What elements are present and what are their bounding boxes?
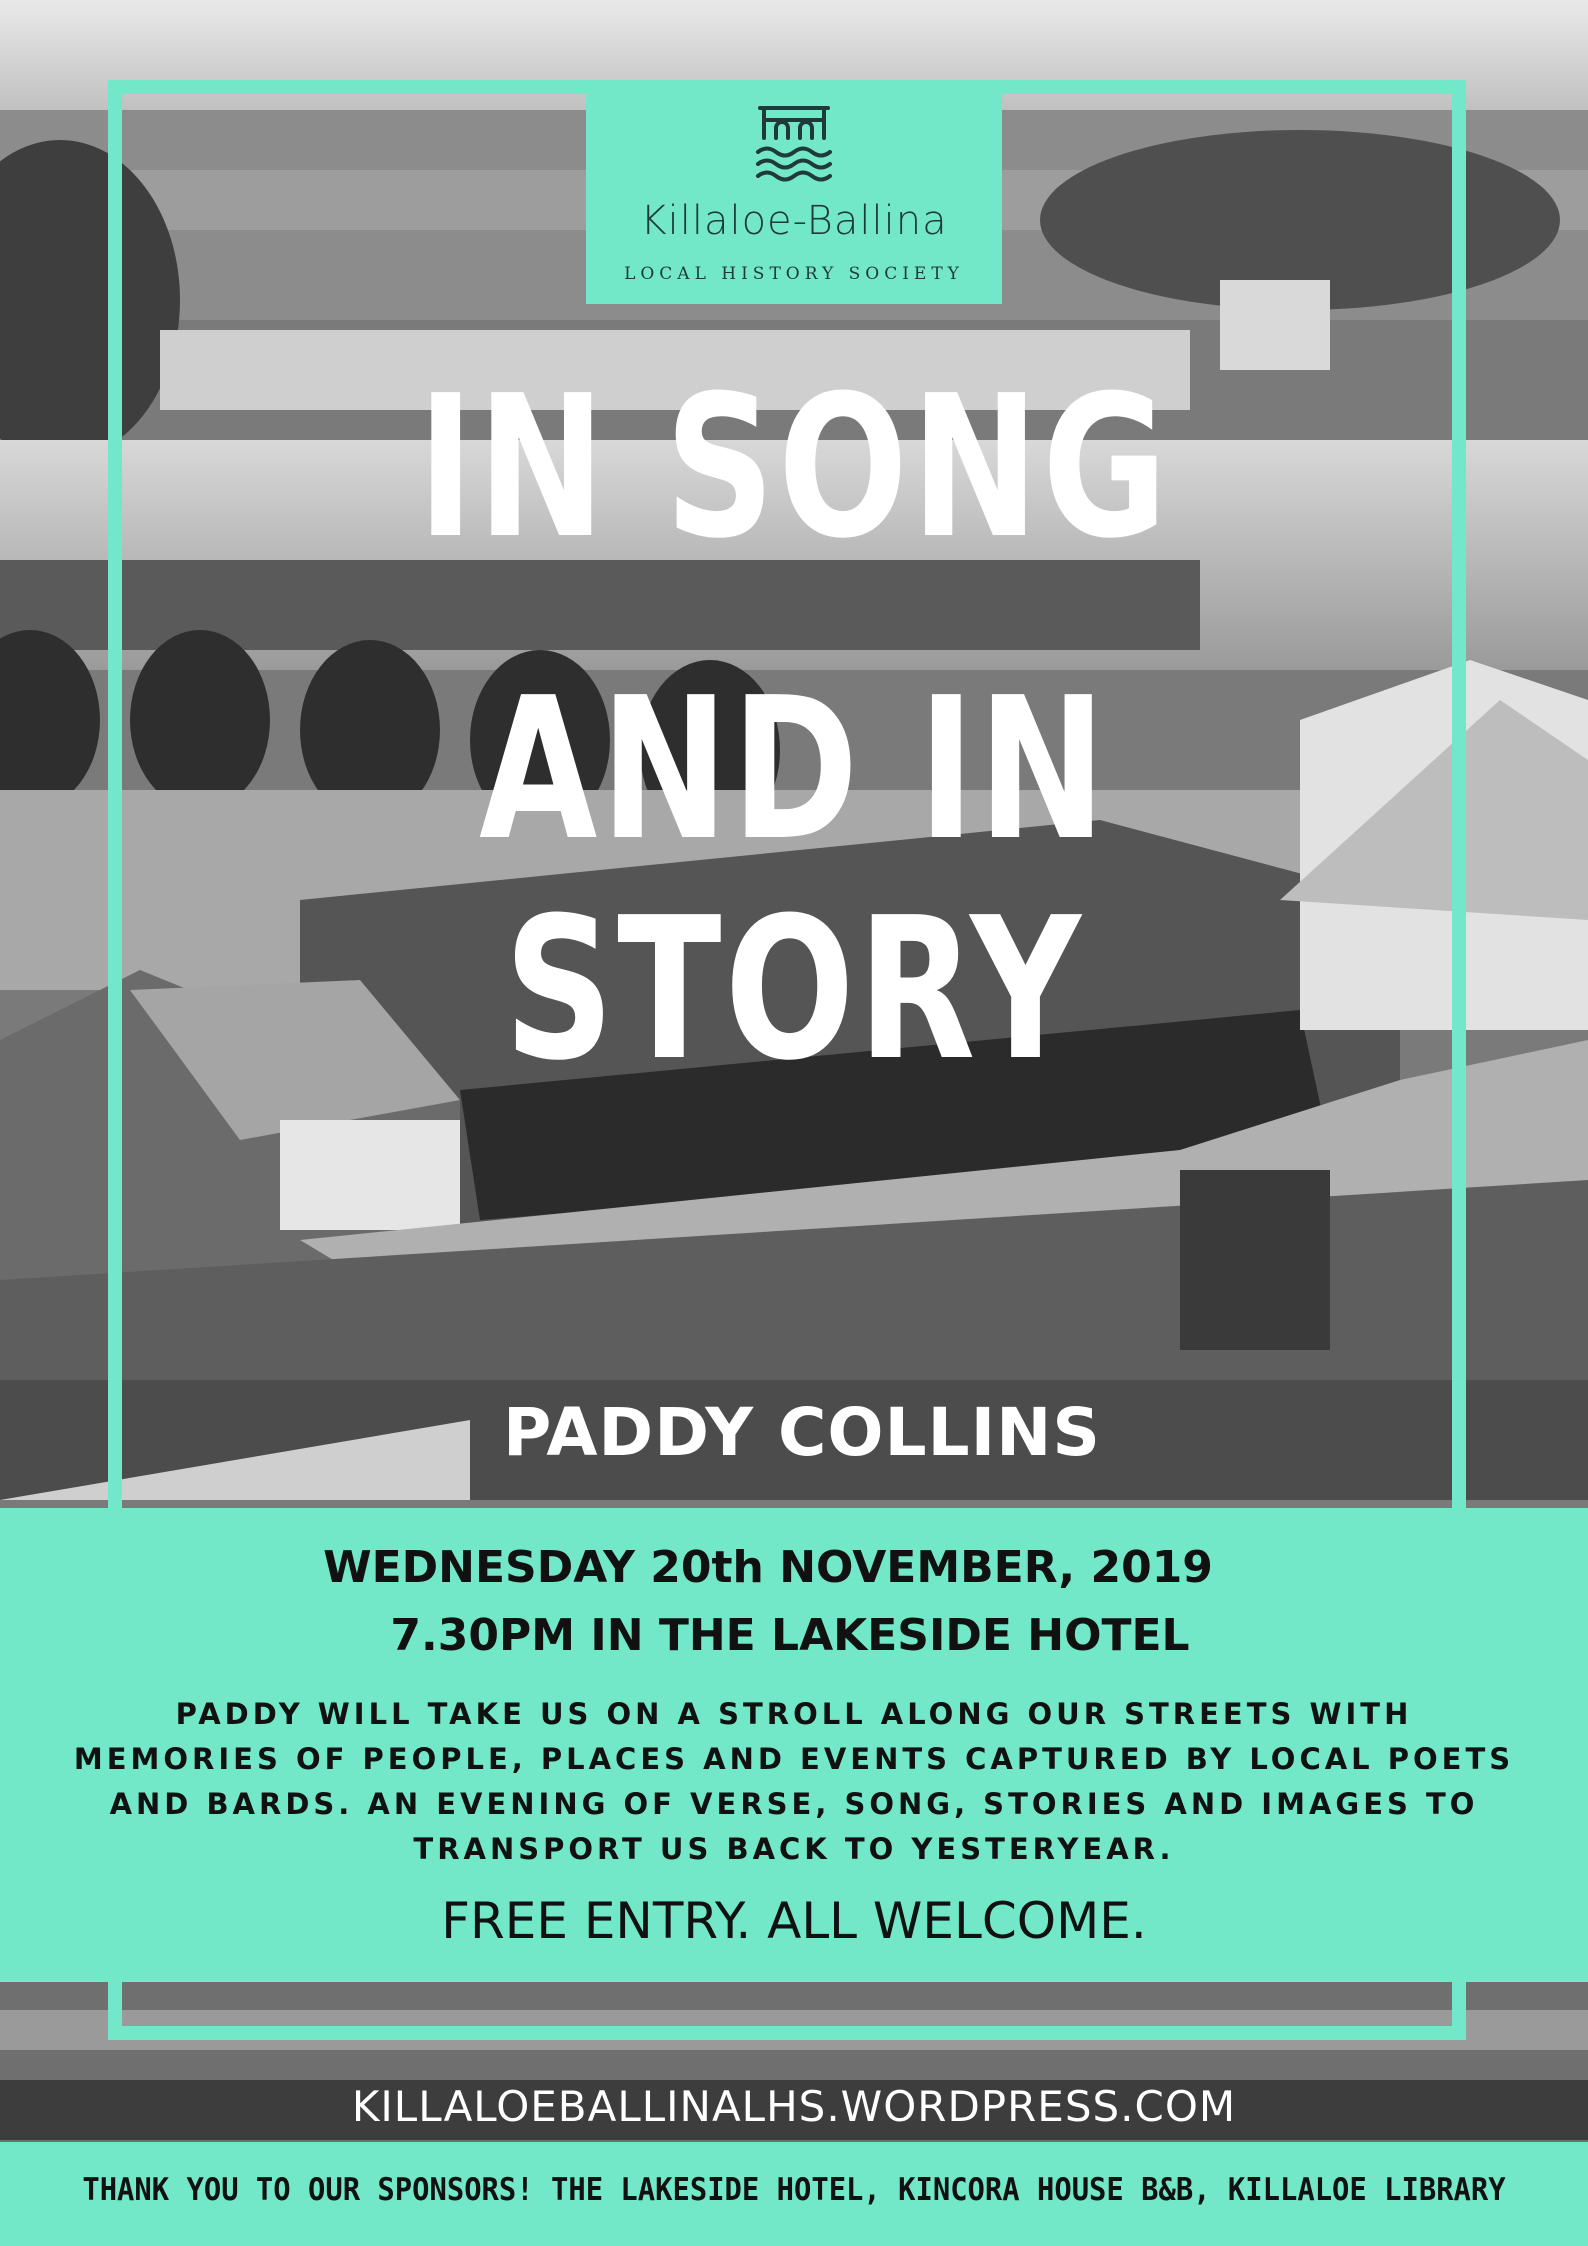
- event-date: WEDNESDAY 20th NOVEMBER, 2019: [323, 1542, 1213, 1593]
- logo-subtitle: LOCAL HISTORY SOCIETY: [624, 264, 964, 284]
- society-logo: [586, 92, 1002, 304]
- title-line-2: AND IN STORY: [479, 656, 1109, 1104]
- title-line-1: IN SONG: [417, 354, 1171, 582]
- event-info-band: [0, 1508, 1588, 1982]
- website-link[interactable]: KILLALOEBALLINALHS.WORDPRESS.COM: [351, 2082, 1237, 2131]
- bridge-over-water-icon: [754, 100, 834, 184]
- event-description: PADDY WILL TAKE US ON A STROLL ALONG OUR STREETS WITH MEMORIES OF PEOPLE, PLACES AND EVENTS CAPTURED BY LOCAL POETS AND BARDS. AN EVENING OF VERSE, SONG, STORIES AND IMAGES TO TRANSPORT US BACK TO YESTERYEAR.: [73, 1697, 1515, 1866]
- event-time-venue: 7.30PM IN THE LAKESIDE HOTEL: [390, 1610, 1190, 1661]
- speaker-name: PADDY COLLINS: [503, 1394, 1101, 1471]
- event-admission: FREE ENTRY. ALL WELCOME.: [441, 1892, 1147, 1950]
- logo-name: Killaloe-Ballina: [640, 198, 948, 244]
- sponsors-text: THANK YOU TO OUR SPONSORS! THE LAKESIDE HOTEL, KINCORA HOUSE B&B, KILLALOE LIBRARY: [82, 2172, 1506, 2208]
- sponsors-footer: [0, 2142, 1588, 2246]
